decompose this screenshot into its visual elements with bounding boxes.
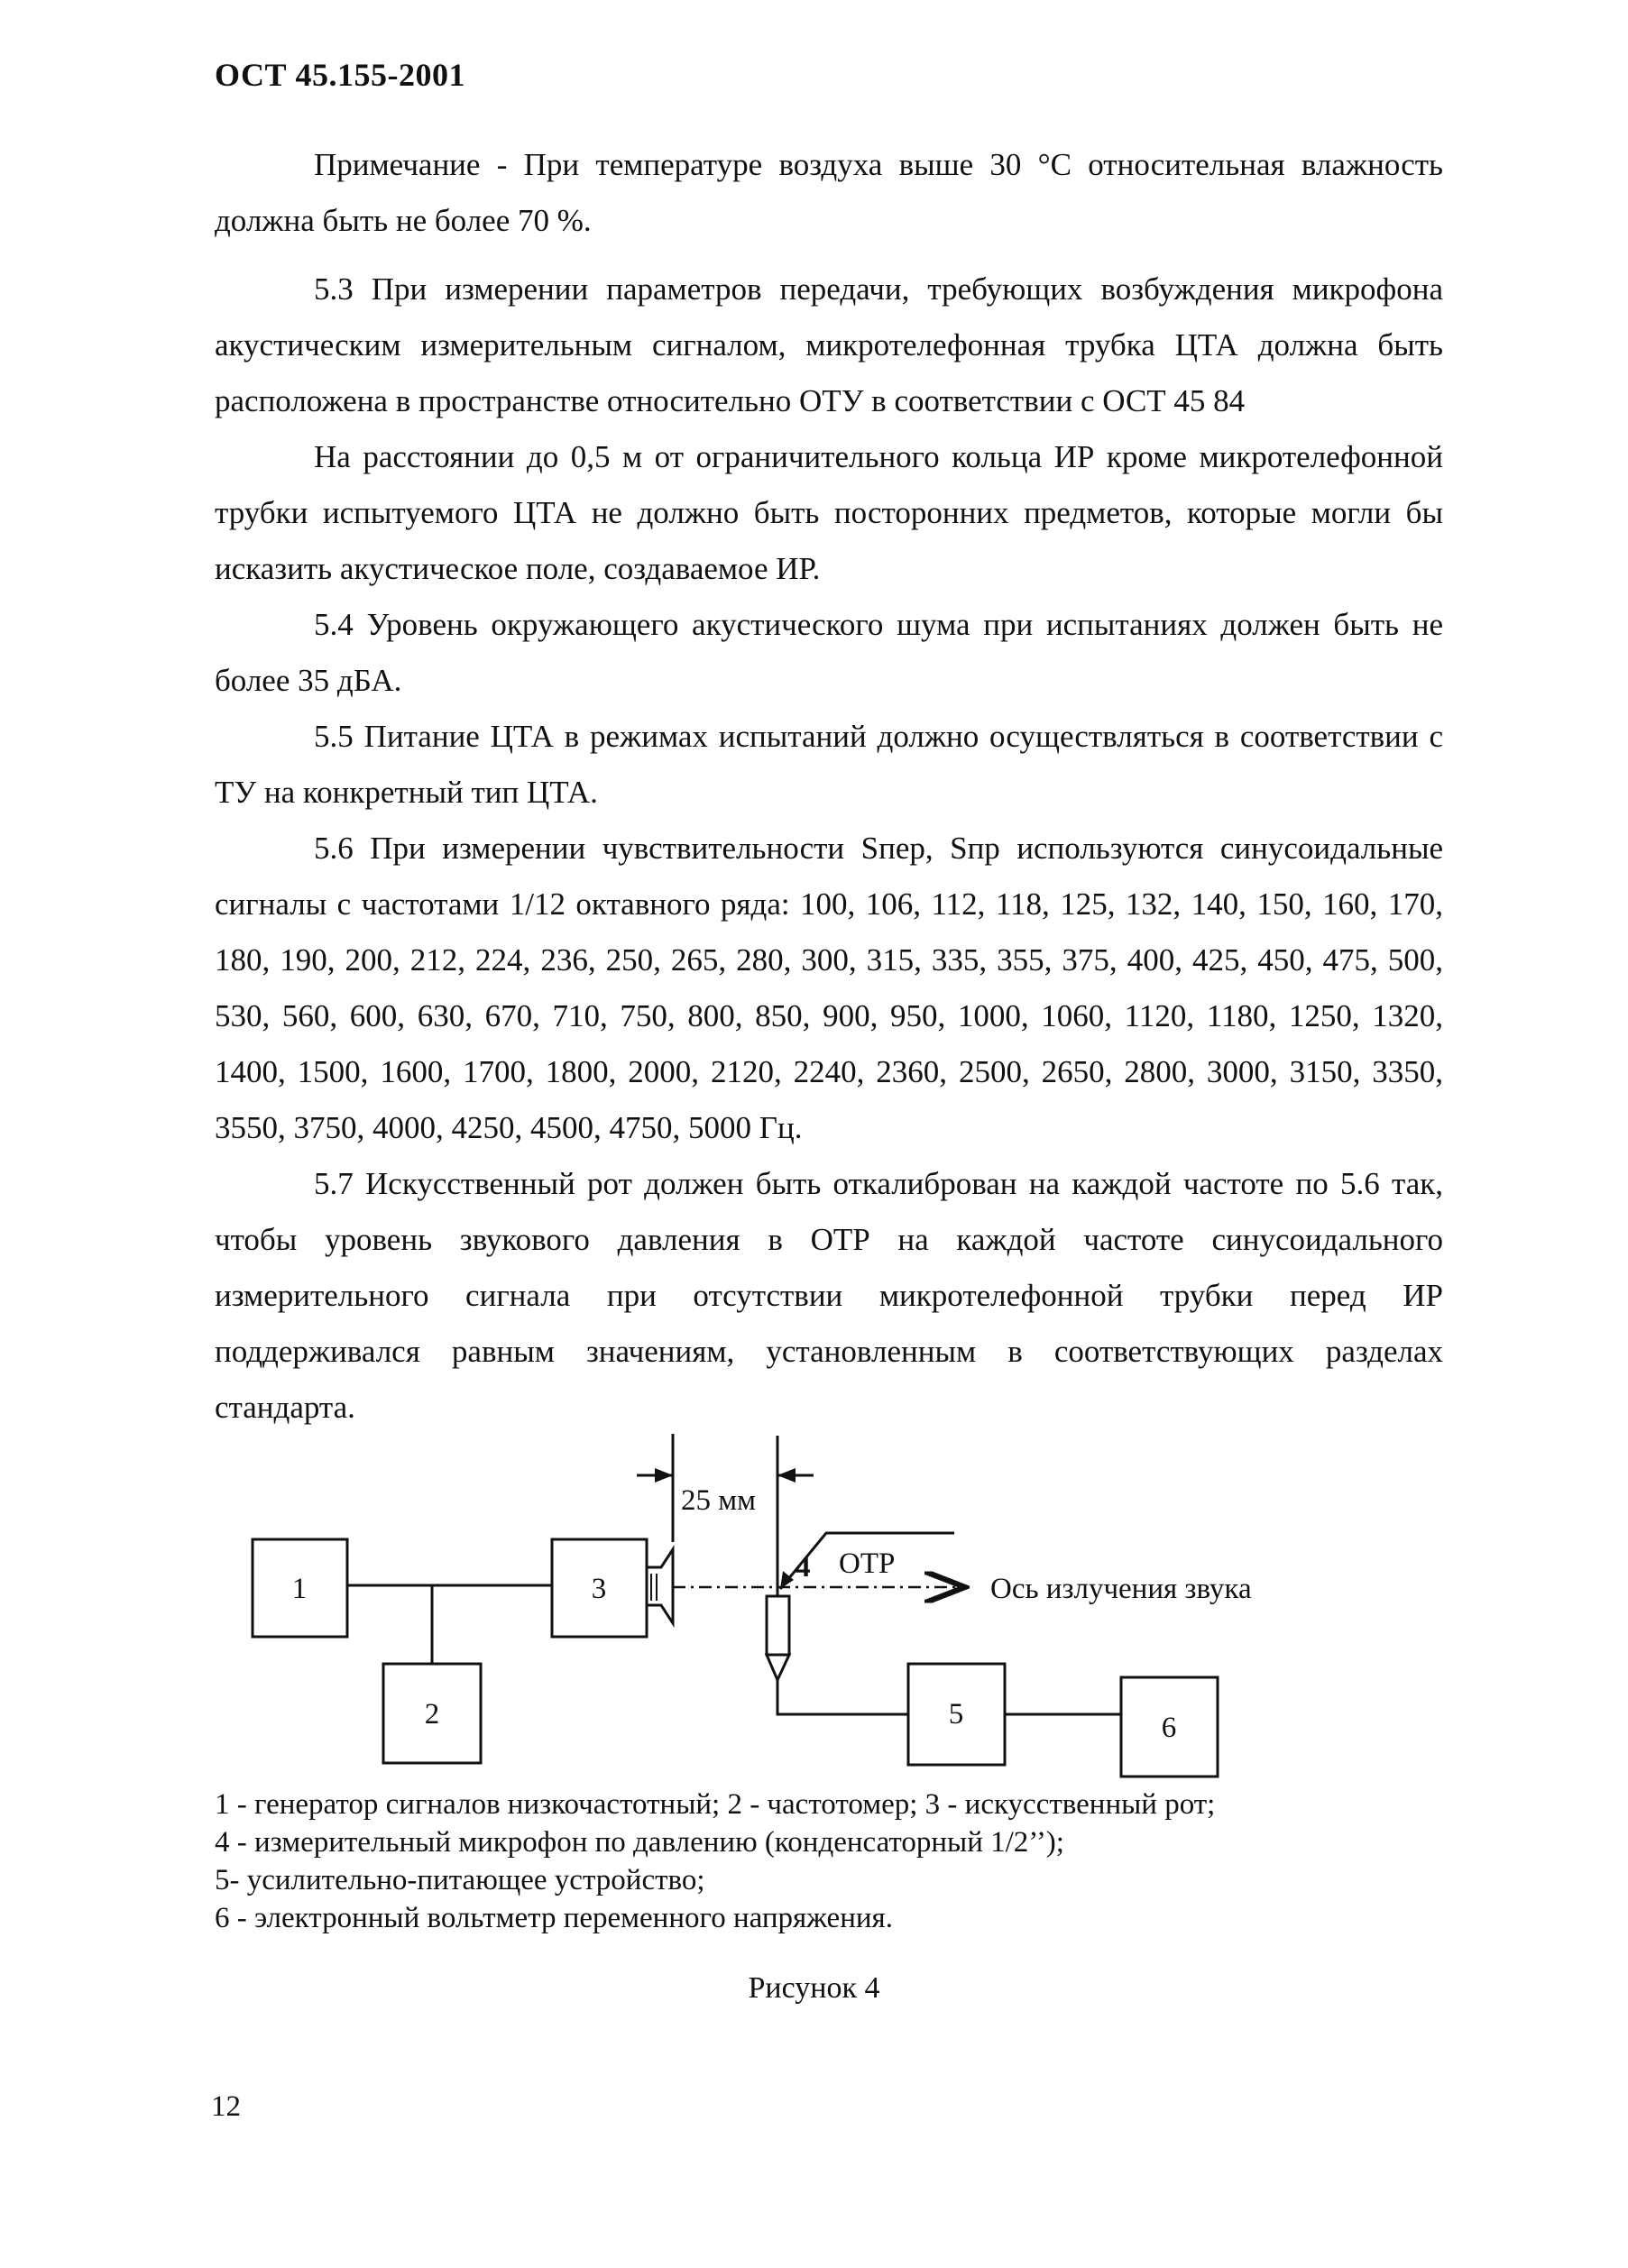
mic-number-label: 4 (796, 1551, 811, 1584)
sound-axis-label: Ось излучения звука (990, 1573, 1252, 1605)
block-1-label: 1 (291, 1573, 308, 1605)
paragraph-distance: На расстоянии до 0,5 м от ограничительного кольца ИР кроме микротелефонной трубки испытуемого ЦТА не должно быть посторонних предметов, которые могли бы исказить акустическое поле, создаваемое ИР. (215, 439, 1443, 586)
document-header: ОСТ 45.155-2001 (215, 57, 465, 93)
legend-line-3: 5- усилительно-питающее устройство; (215, 1864, 705, 1896)
legend-line-4: 6 - электронный вольтметр переменного напряжения. (215, 1902, 893, 1934)
block-2-label: 2 (424, 1698, 440, 1731)
figure-legend (215, 1786, 1423, 1937)
legend-line-1: 1 - генератор сигналов низкочастотный; 2 - частотомер; 3 - искусственный рот; (215, 1788, 1216, 1821)
microphone-body (767, 1596, 789, 1655)
paragraph-5-3: 5.3 При измерении параметров передачи, требующих возбуждения микрофона акустическим измерительным сигналом, микротелефонная трубка ЦТА должна быть расположена в пространстве относительно ОТУ в соответствии с ОСТ 45 84 (215, 271, 1443, 418)
distance-label: 25 мм (681, 1484, 757, 1517)
paragraph-5-4: 5.4 Уровень окружающего акустического шума при испытаниях должен быть не более 35 дБА. (215, 607, 1443, 698)
otr-label: ОТР (839, 1547, 896, 1580)
block-6-label: 6 (1161, 1712, 1177, 1744)
microphone-tip (767, 1655, 789, 1680)
paragraph-note: Примечание - При температуре воздуха выше 30 °С относительная влажность должна быть не более 70 %. (215, 147, 1443, 238)
page-number: 12 (211, 2090, 241, 2123)
figure-caption: Рисунок 4 (748, 1971, 880, 2005)
block-5-label: 5 (948, 1698, 964, 1731)
paragraph-5-7: 5.7 Искусственный рот должен быть откалиброван на каждой частоте по 5.6 так, чтобы уровень звукового давления в ОТР на каждой частоте синусоидального измерительного сигнала при отсутствии микротелефонной трубки перед ИР поддерживался равным значениям, установленным в соответствующих разделах стандарта. (215, 1166, 1443, 1425)
block-3-label: 3 (591, 1573, 607, 1605)
legend-line-2: 4 - измерительный микрофон по давлению (конденсаторный 1/2’’); (215, 1826, 1064, 1859)
paragraph-5-5: 5.5 Питание ЦТА в режимах испытаний должно осуществляться в соответствии с ТУ на конкретный тип ЦТА. (215, 719, 1443, 810)
wire-mic-5 (777, 1680, 908, 1714)
paragraph-5-6: 5.6 При измерении чувствительности Sпер, Sпр используются синусоидальные сигналы с частотами 1/12 октавного ряда: 100, 106, 112, 118, 125, 132, 140, 150, 160, 170, 180, 190, 200, 212, 224, 236, 250, 265, 280, 300, 315, 335, 355, 375, 400, 425, 450, 475, 500, 530, 560, 600, 630, 670, 710, 750, 800, 850, 900, 950, 1000, 1060, 1120, 1180, 1250, 1320, 1400, 1500, 1600, 1700, 1800, 2000, 2120, 2240, 2360, 2500, 2650, 2800, 3000, 3150, 3350, 3550, 3750, 4000, 4250, 4500, 4750, 5000 Гц. (215, 831, 1443, 1145)
